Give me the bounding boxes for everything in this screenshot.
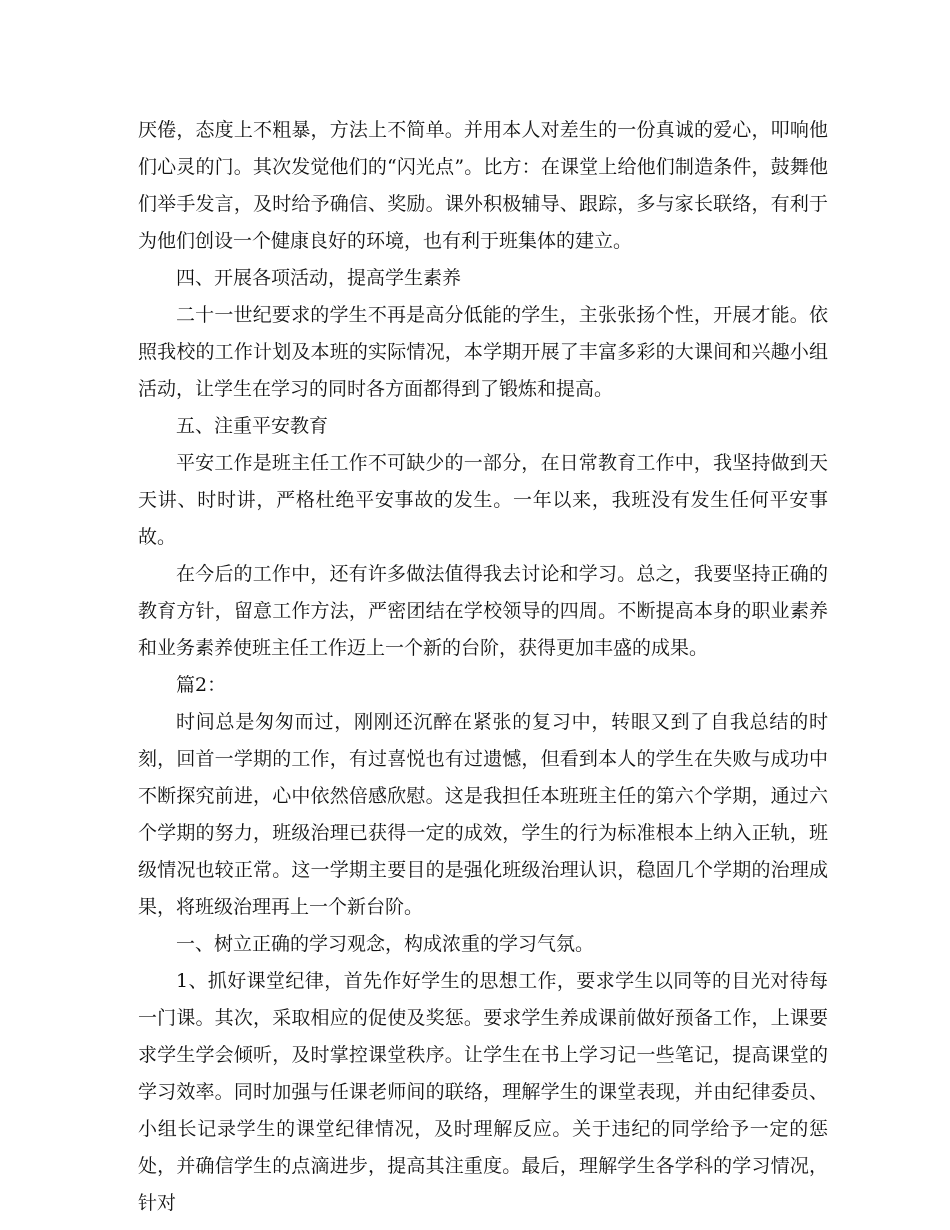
paragraph-part-2-intro: 时间总是匆匆而过，刚刚还沉醉在紧张的复习中，转眼又到了自我总结的时刻，回首一学期的工作，有过喜悦也有过遗憾，但看到本人的学生在失败与成功中不断探究前进，心中依然倍感欣慰。这是我担任本班班主任的第六个学期，通过六个学期的努力，班级治理已获得一定的成效，学生的行为标准根本上纳入正轨，班级情况也较正常。这一学期主要目的是强化班级治理认识，稳固几个学期的治理成果，将班级治理再上一个新台阶。 [138, 711, 828, 918]
paragraph-safety: 平安工作是班主任工作不可缺少的一部分，在日常教育工作中，我坚持做到天天讲、时时讲，严格杜绝平安事故的发生。一年以来，我班没有发生任何平安事故。 [138, 452, 828, 548]
paragraph-conclusion: 在今后的工作中，还有许多做法值得我去讨论和学习。总之，我要坚持正确的教育方针，留意工作方法，严密团结在学校领导的四周。不断提高本身的职业素养和业务素养使班主任工作迈上一个新的台阶，获得更加丰盛的成果。 [138, 563, 828, 659]
article-heading-part-2: 篇2： [176, 674, 227, 696]
document-page [138, 112, 828, 1222]
section-heading-safety: 五、注重平安教育 [176, 415, 329, 437]
section-heading-study-concept: 一、树立正确的学习观念，构成浓重的学习气氛。 [176, 933, 595, 955]
paragraph-continuation: 厌倦，态度上不粗暴，方法上不简单。并用本人对差生的一份真诚的爱心，叩响他们心灵的门。其次发觉他们的“闪光点”。比方：在课堂上给他们制造条件，鼓舞他们举手发言，及时给予确信、奖励。课外积极辅导、跟踪，多与家长联络，有利于为他们创设一个健康良好的环境，也有利于班集体的建立。 [138, 119, 828, 252]
paragraph-activities: 二十一世纪要求的学生不再是高分低能的学生，主张张扬个性，开展才能。依照我校的工作计划及本班的实际情况，本学期开展了丰富多彩的大课间和兴趣小组活动，让学生在学习的同时各方面都得到了锻炼和提高。 [138, 304, 828, 400]
paragraph-classroom-discipline: 1、抓好课堂纪律，首先作好学生的思想工作，要求学生以同等的目光对待每一门课。其次，采取相应的促使及奖惩。要求学生养成课前做好预备工作，上课要求学生学会倾听，及时掌控课堂秩序。让学生在书上学习记一些笔记，提高课堂的学习效率。同时加强与任课老师间的联络，理解学生的课堂表现，并由纪律委员、小组长记录学生的课堂纪律情况，及时理解反应。关于违纪的同学给予一定的惩处，并确信学生的点滴进步，提高其注重度。最后，理解学生各学科的学习情况，针对 [138, 970, 828, 1214]
section-heading-activities: 四、开展各项活动，提高学生素养 [176, 267, 462, 289]
